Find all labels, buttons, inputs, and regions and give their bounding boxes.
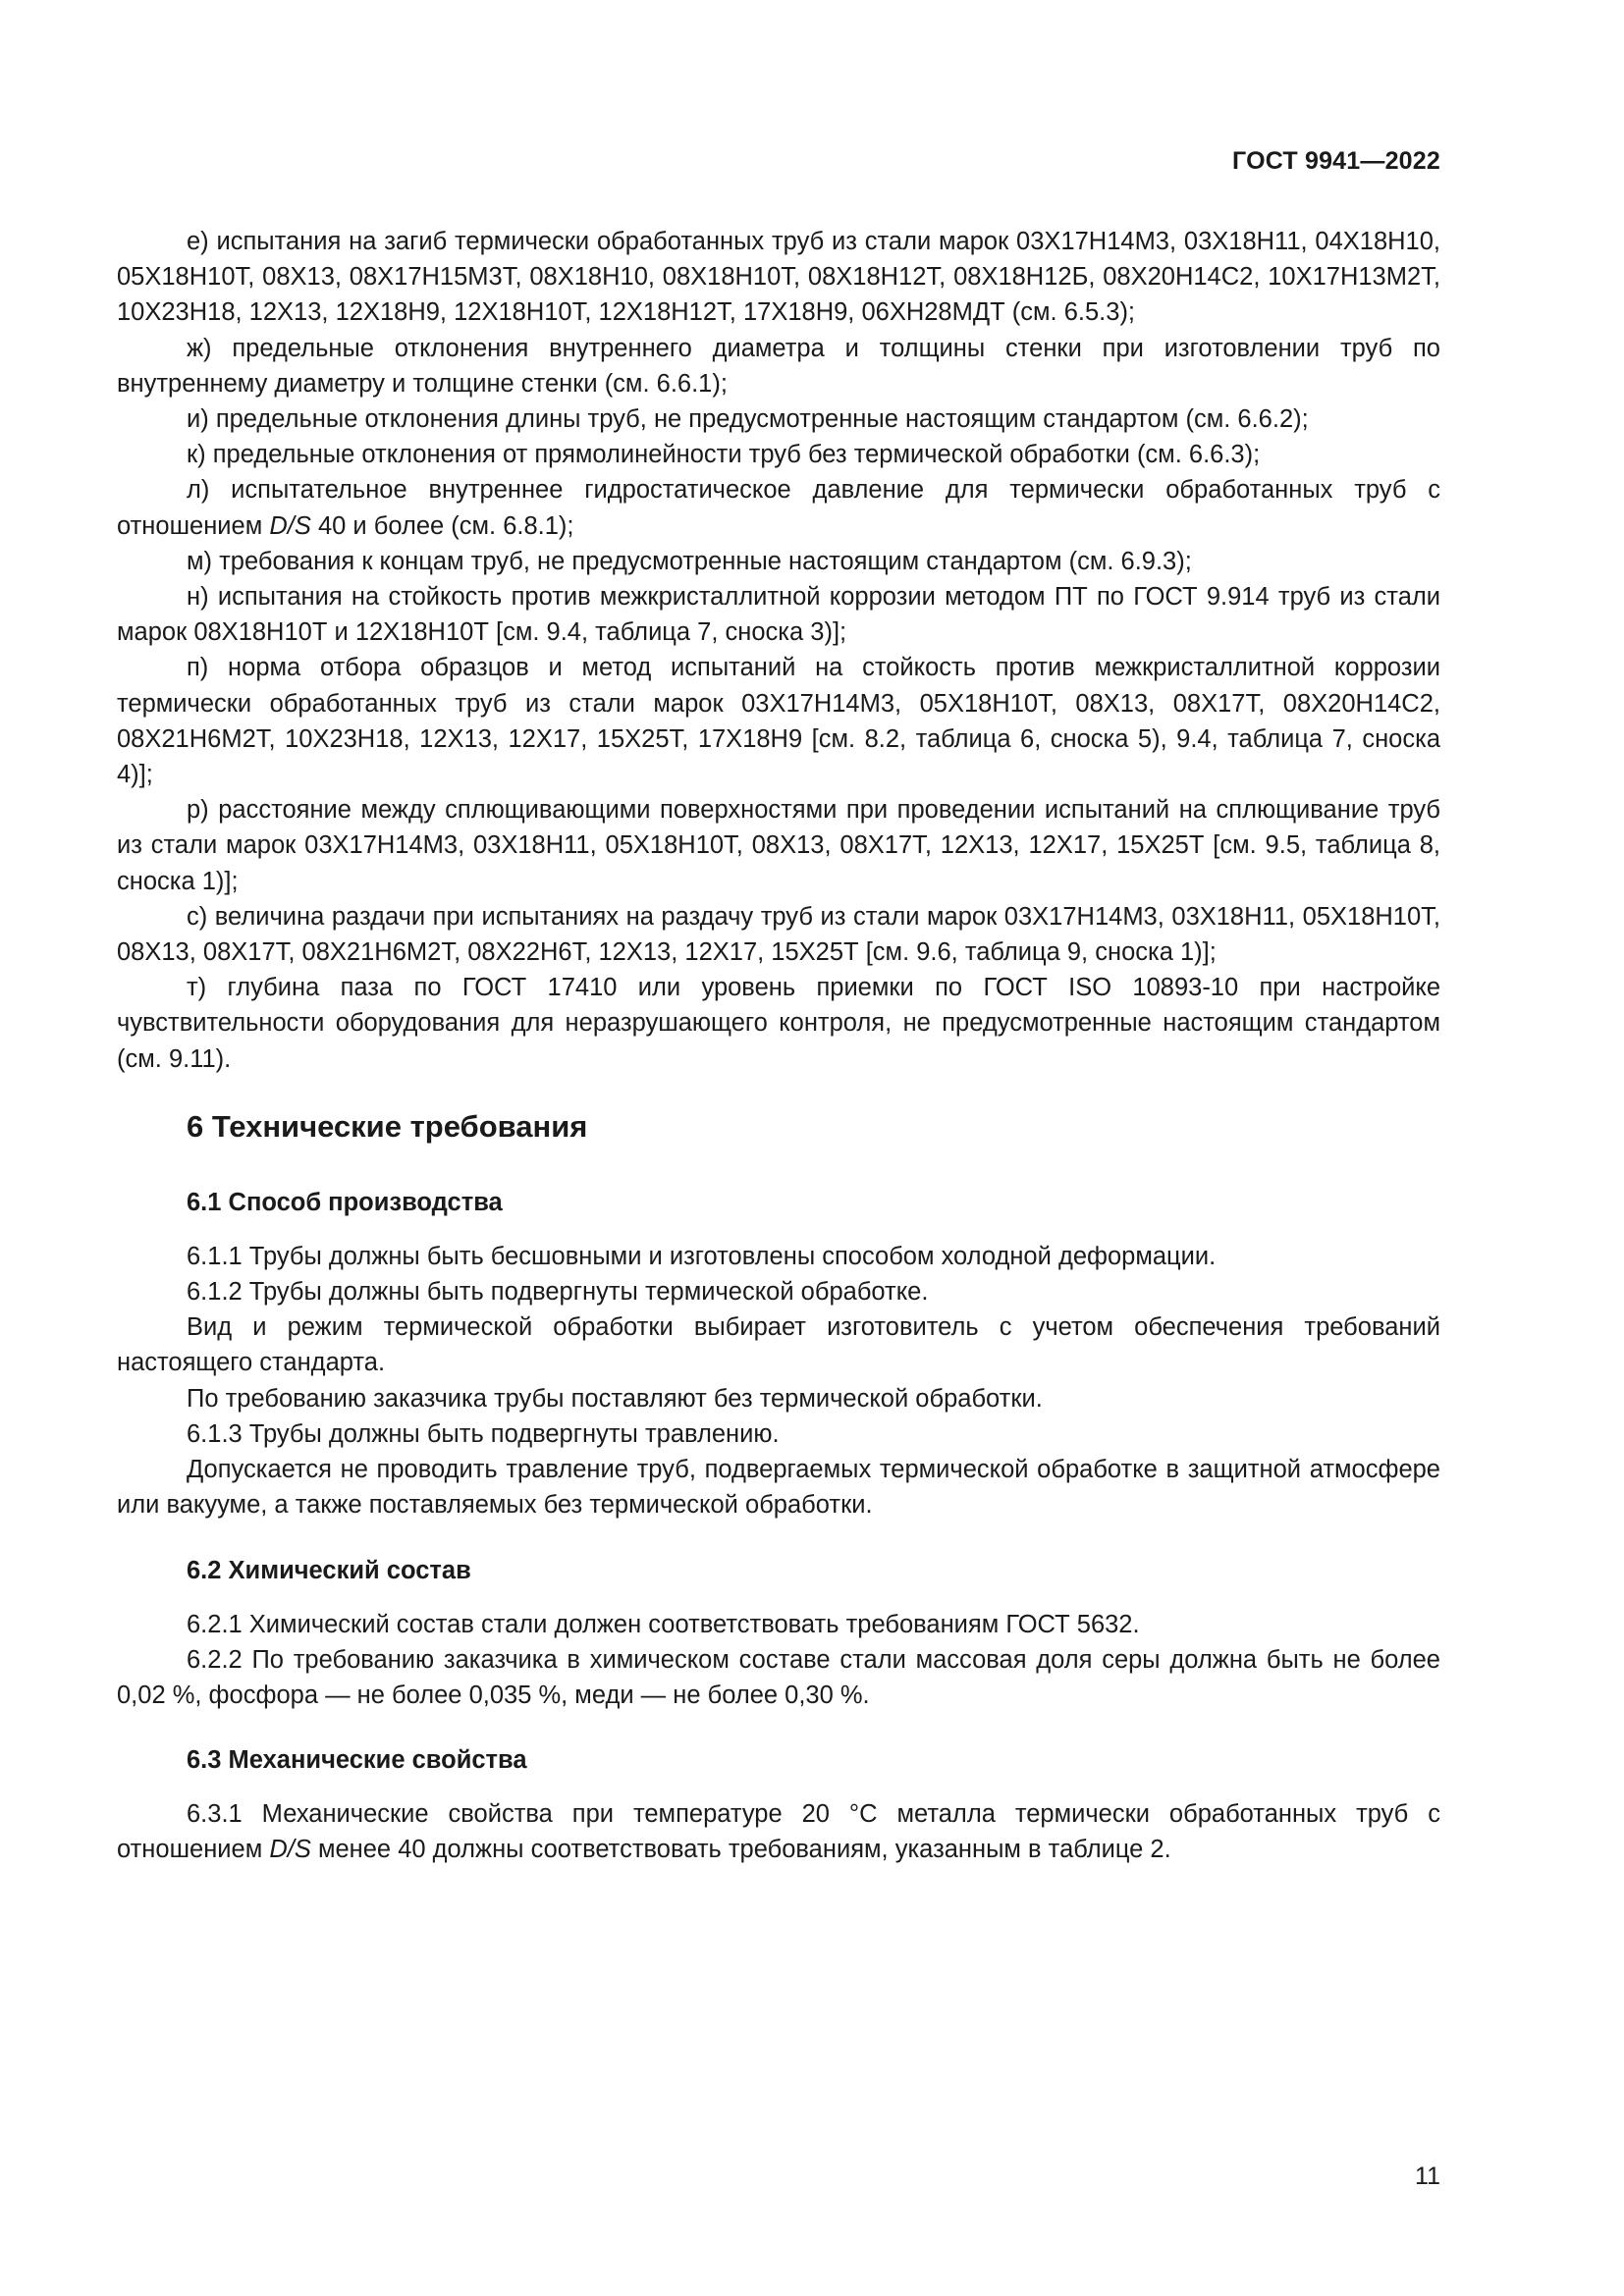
paragraph: 6.1.3 Трубы должны быть подвергнуты травлению. bbox=[187, 1419, 780, 1448]
paragraph: 6.2.2 По требованию заказчика в химическом составе стали массовая доля серы должна быть не более 0,02 %, фосфора — не более 0,035 %, меди — не более 0,30 %. bbox=[117, 1645, 1440, 1709]
list-item: т) глубина паза по ГОСТ 17410 или уровень приемки по ГОСТ ISO 10893-10 при настройке чувствительности оборудования для неразрушающего контроля, не предусмотренные настоящим стандартом (см. 9.11). bbox=[117, 974, 1440, 1073]
italic-term: D/S bbox=[269, 1836, 311, 1864]
paragraph: По требованию заказчика трубы поставляют без термической обработки. bbox=[187, 1384, 1043, 1413]
paragraph: Допускается не проводить травление труб, подвергаемых термической обработке в защитной атмосфере или вакууме, а также поставляемых без термической обработки. bbox=[117, 1456, 1440, 1520]
list-item: и) предельные отклонения длины труб, не предусмотренные настоящим стандартом (см. 6.6.2); bbox=[187, 405, 1309, 434]
list-item: л) испытательное внутреннее гидростатическое давление для термически обработанных труб с отношением D/S 40 и более (см. 6.8.1); bbox=[117, 476, 1440, 540]
list-item: н) испытания на стойкость против межкристаллитной коррозии методом ПТ по ГОСТ 9.914 труб из стали марок 08Х18Н10Т и 12Х18Н10Т [см. 9.4, таблица 7, сноска 3)]; bbox=[117, 583, 1440, 647]
list-item: ж) предельные отклонения внутреннего диаметра и толщины стенки при изготовлении труб по внутреннему диаметру и толщине стенки (см. 6.6.1); bbox=[117, 334, 1440, 398]
page-number: 11 bbox=[1415, 2163, 1440, 2190]
list-item: с) величина раздачи при испытаниях на раздачу труб из стали марок 03Х17Н14М3, 03Х18Н11, 05Х18Н10Т, 08Х13, 08Х17Т, 08Х21Н6М2Т, 08Х22Н6Т, 12Х13, 12Х17, 15Х25Т [см. 9.6, таблица 9, сноска 1)]; bbox=[117, 902, 1440, 967]
paragraph: 6.1.2 Трубы должны быть подвергнуты термической обработке. bbox=[187, 1278, 929, 1307]
list-item: м) требования к концам труб, не предусмотренные настоящим стандартом (см. 6.9.3); bbox=[187, 547, 1192, 575]
document-header: ГОСТ 9941—2022 bbox=[1232, 147, 1440, 175]
section-heading: 6 Технические требования bbox=[187, 1108, 588, 1144]
italic-term: D/S bbox=[269, 511, 311, 540]
list-item: п) норма отбора образцов и метод испытаний на стойкость против межкристаллитной коррозии термически обработанных труб из стали марок 03Х17Н14М3, 05Х18Н10Т, 08Х13, 08Х17Т, 08Х20Н14С2, 08Х21Н6М2Т, 10Х23Н18, 12Х13, 12Х17, 15Х25Т, 17Х18Н9 [см. 8.2, таблица 6, сноска 5), 9.4, таблица 7, сноска 4)]; bbox=[117, 654, 1440, 789]
paragraph: Вид и режим термической обработки выбирает изготовитель с учетом обеспечения требований настоящего стандарта. bbox=[117, 1313, 1440, 1377]
paragraph: 6.1.1 Трубы должны быть бесшовными и изготовлены способом холодной деформации. bbox=[187, 1242, 1217, 1270]
paragraph: 6.3.1 Механические свойства при температуре 20 °С металла термически обработанных труб с отношением D/S менее 40 должны соответствовать требованиям, указанным в таблице 2. bbox=[117, 1800, 1440, 1864]
document-body bbox=[117, 224, 1440, 1868]
list-item: р) расстояние между сплющивающими поверхностями при проведении испытаний на сплющивание труб из стали марок 03Х17Н14М3, 03Х18Н11, 05Х18Н10Т, 08Х13, 08Х17Т, 12Х13, 12Х17, 15Х25Т [см. 9.5, таблица 8, сноска 1)]; bbox=[117, 796, 1440, 895]
subsection-heading: 6.1 Способ производства bbox=[187, 1188, 503, 1216]
list-item: к) предельные отклонения от прямолинейности труб без термической обработки (см. 6.6.3); bbox=[187, 441, 1261, 469]
subsection-heading: 6.2 Химический состав bbox=[187, 1556, 471, 1584]
list-item: е) испытания на загиб термически обработанных труб из стали марок 03Х17Н14М3, 03Х18Н11, 04Х18Н10, 05Х18Н10Т, 08Х13, 08Х17Н15М3Т, 08Х18Н10, 08Х18Н10Т, 08Х18Н12Т, 08Х18Н12Б, 08Х20Н14С2, 10Х17Н13М2Т, 10Х23Н18, 12Х13, 12Х18Н9, 12Х18Н10Т, 12Х18Н12Т, 17Х18Н9, 06ХН28МДТ (см. 6.5.3); bbox=[117, 228, 1440, 327]
subsection-heading: 6.3 Механические свойства bbox=[187, 1746, 527, 1775]
paragraph: 6.2.1 Химический состав стали должен соответствовать требованиям ГОСТ 5632. bbox=[187, 1610, 1140, 1638]
